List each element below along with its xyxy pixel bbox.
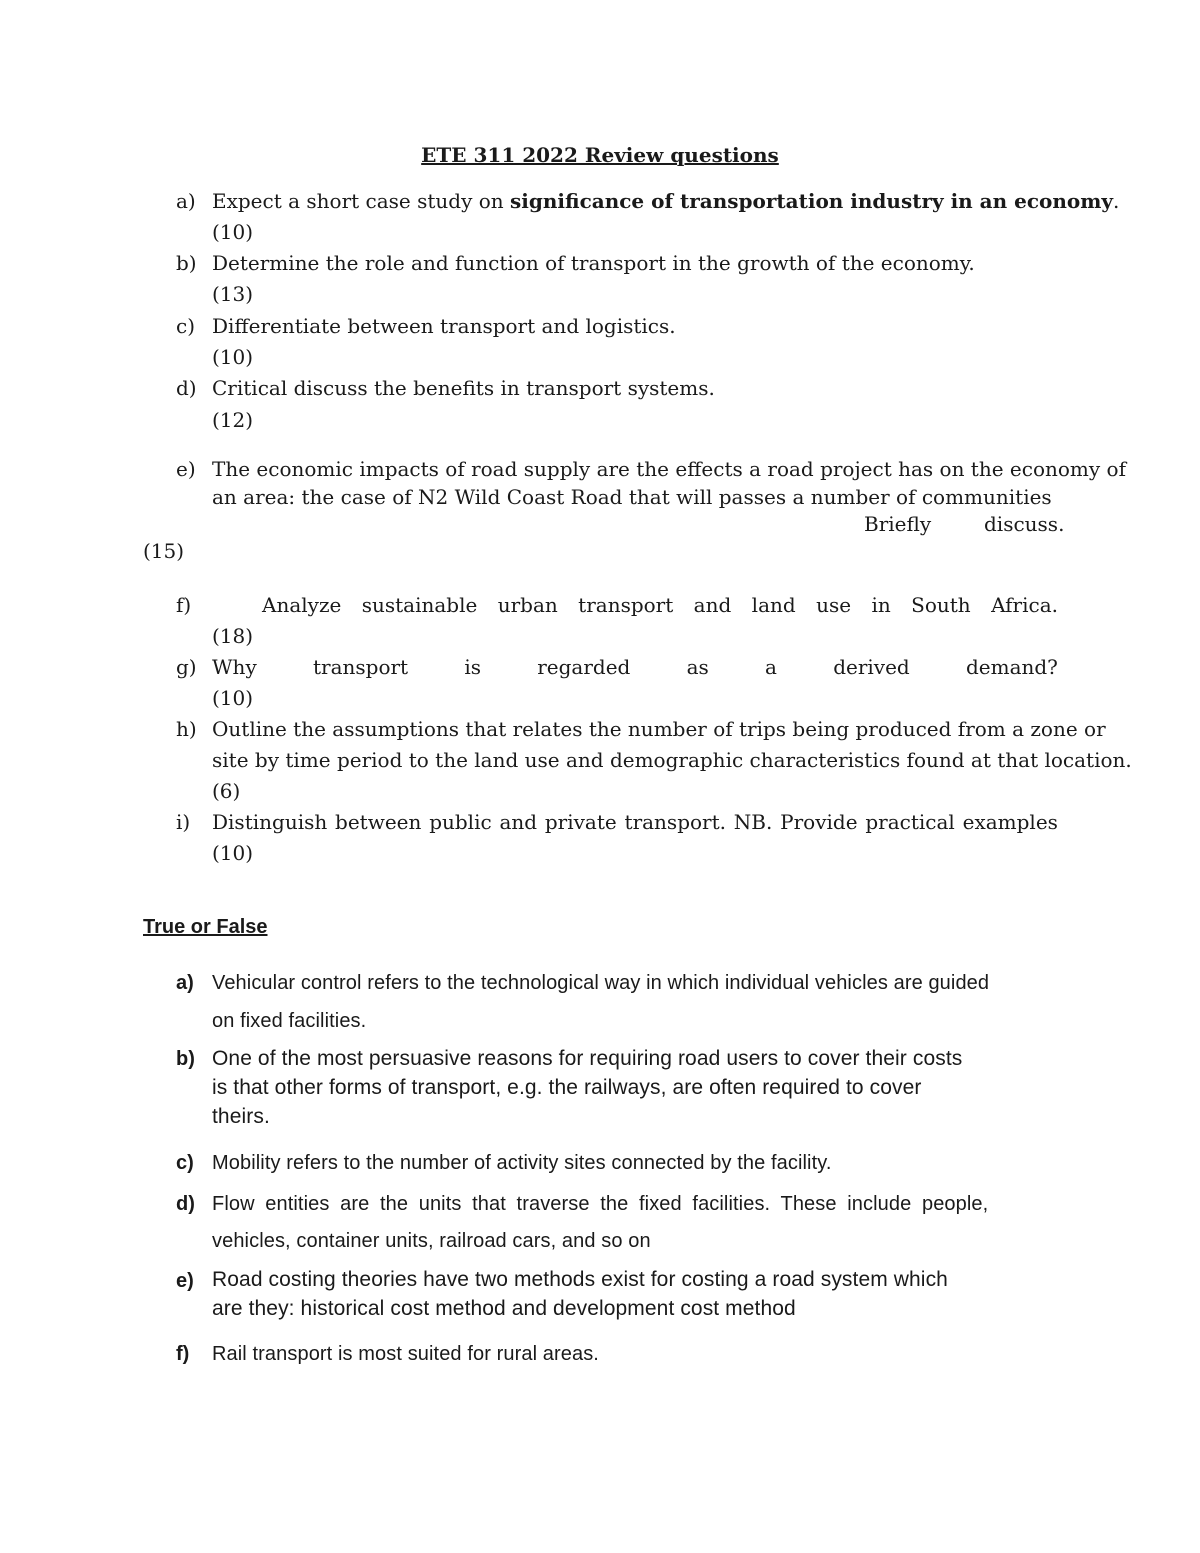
page-title: ETE 311 2022 Review questions	[421, 143, 779, 167]
word: Provide	[780, 810, 858, 834]
tf-label: f)	[176, 1343, 190, 1365]
question-marks: (12)	[212, 408, 254, 432]
tf-text-line1: Rail transport is most suited for rural areas.	[212, 1343, 599, 1365]
tf-label: c)	[176, 1152, 194, 1174]
question-marks: (10)	[212, 841, 254, 865]
question-text	[212, 189, 1119, 213]
word: Distinguish	[212, 810, 328, 834]
question-label: f)	[176, 593, 192, 617]
question-text-post: .	[1113, 189, 1120, 213]
tf-text-line3: theirs.	[212, 1105, 270, 1128]
question-label: g)	[176, 655, 197, 679]
question-marks: (6)	[212, 779, 241, 803]
question-text: Determine the role and function of transport in the growth of the economy.	[212, 251, 975, 275]
word: and	[693, 593, 732, 617]
question-marks: (13)	[212, 282, 254, 306]
word: examples	[962, 810, 1058, 834]
tf-text-line1: Mobility refers to the number of activity sites connected by the facility.	[212, 1152, 832, 1174]
question-text-bold: significance of transportation industry in an economy	[510, 189, 1114, 213]
word: is	[464, 655, 481, 679]
question-text-briefly: Briefly	[864, 512, 932, 536]
question-text: Critical discuss the benefits in transport systems.	[212, 376, 715, 400]
tf-label: a)	[176, 972, 194, 994]
tf-label: b)	[176, 1048, 195, 1070]
question-text: Differentiate between transport and logistics.	[212, 314, 676, 338]
word: between	[335, 810, 422, 834]
question-marks: (10)	[212, 345, 254, 369]
tf-text-line2: vehicles, container units, railroad cars, and so on	[212, 1230, 651, 1252]
question-text-line1: Outline the assumptions that relates the number of trips being produced from a zone or	[212, 717, 1106, 741]
question-marks: (15)	[143, 539, 185, 563]
word: sustainable	[361, 593, 478, 617]
question-label: i)	[176, 810, 191, 834]
question-text-pre: Expect a short case study on	[212, 189, 511, 213]
word: urban	[497, 593, 558, 617]
question-text-line2: an area: the case of N2 Wild Coast Road that will passes a number of communities	[212, 485, 1052, 509]
tf-label: d)	[176, 1193, 195, 1215]
question-label: e)	[176, 457, 196, 481]
word: South	[911, 593, 971, 617]
question-marks: (18)	[212, 624, 254, 648]
tf-text-line2: are they: historical cost method and development cost method	[212, 1297, 796, 1320]
tf-text-line1: Road costing theories have two methods exist for costing a road system which	[212, 1268, 948, 1291]
question-marks: (10)	[212, 686, 254, 710]
word: transport.	[624, 810, 726, 834]
word: Analyze	[262, 593, 342, 617]
word: land	[751, 593, 796, 617]
word: use	[816, 593, 852, 617]
tf-text-line1: Flow entities are the units that traverse the fixed facilities. These include people,	[212, 1193, 989, 1215]
word: public	[429, 810, 492, 834]
question-text-line1: The economic impacts of road supply are the effects a road project has on the economy of	[212, 457, 1126, 481]
tf-label: e)	[176, 1270, 194, 1292]
word: Why	[212, 655, 257, 679]
question-text	[212, 655, 1058, 679]
tf-text-line1: Vehicular control refers to the technological way in which individual vehicles are guided	[212, 972, 990, 994]
question-text-discuss: discuss.	[984, 512, 1065, 536]
word: demand?	[965, 655, 1058, 679]
tf-text-line1: One of the most persuasive reasons for requiring road users to cover their costs	[212, 1047, 963, 1070]
question-label: d)	[176, 376, 197, 400]
question-label: c)	[176, 314, 196, 338]
word: practical	[865, 810, 955, 834]
word: Africa.	[991, 593, 1058, 617]
question-text	[212, 810, 1058, 834]
question-text-line2: site by time period to the land use and demographic characteristics found at that location.	[212, 748, 1132, 772]
word: and	[499, 810, 538, 834]
tf-text-line2: on fixed facilities.	[212, 1010, 367, 1032]
word: derived	[833, 655, 910, 679]
word: in	[871, 593, 891, 617]
question-label: a)	[176, 189, 196, 213]
word: as	[686, 655, 709, 679]
question-marks: (10)	[212, 220, 254, 244]
word: private	[544, 810, 617, 834]
word: a	[765, 655, 777, 679]
word: NB.	[733, 810, 773, 834]
word: transport	[312, 655, 409, 679]
tf-text-line2: is that other forms of transport, e.g. the railways, are often required to cover	[212, 1076, 922, 1099]
true-false-heading: True or False	[143, 916, 268, 938]
word: transport	[578, 593, 674, 617]
word: regarded	[537, 655, 631, 679]
question-text	[262, 593, 1058, 617]
question-label: h)	[176, 717, 197, 741]
question-label: b)	[176, 251, 197, 275]
